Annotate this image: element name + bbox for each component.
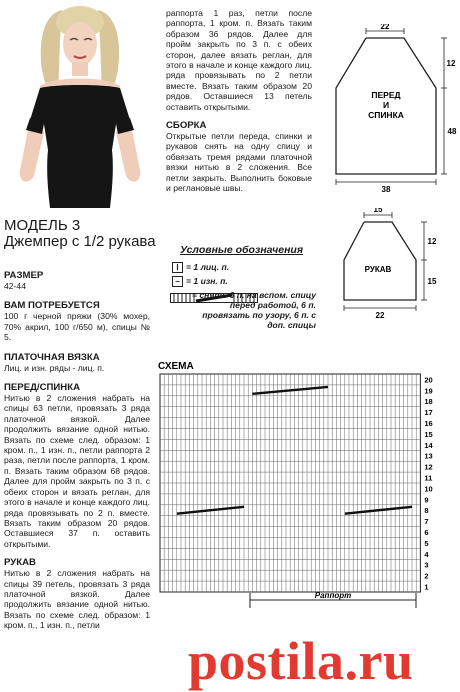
chart-row-number: 12 [424,462,433,472]
chart-row-number: 2 [424,571,429,581]
front-text: Нитью в 2 сложения набрать на спицы 63 петли, провязать 3 ряда платочной вязкой. Далее продолжить вязание одной нитью. Вязать по схеме след. образом: 1 кром. п., 1 изн. п., петли раппорта 2 раза, петли после раппорта, 1 кром. п. Вязать таким образом 68 рядов. Далее для пройм закрыть по 3 п. с обеих сторон и вязать реглан, для этого в начале и конце каждого лиц. ряда провязывать по 2 п. вместе. Вязать таким образом 20 рядов. Оставшиеся 37 п. оставить открытыми. [4,393,150,549]
model-title: МОДЕЛЬ 3 [4,217,81,234]
garter-text: Лиц. и изн. ряды - лиц. п. [4,362,105,373]
materials-text: 100 г черной пряжи (30% мохер, 70% акрил, 100 г/650 м), спицы № 5. [4,311,150,343]
chart-row-number: 11 [424,473,433,483]
chart-row-number: 10 [424,484,433,494]
size-heading: РАЗМЕР [4,270,44,281]
legend-title: Условные обозначения [180,244,304,256]
assembly-heading: СБОРКА [166,120,207,132]
sleeve-schematic [330,208,458,333]
legend-item-knit: I = 1 лиц. п. [172,262,322,273]
chart-row-number: 3 [424,560,429,570]
sleeve-label: РУКАВ [364,265,392,274]
chart-row-number: 16 [424,419,433,428]
knitting-chart [158,360,458,623]
chart-row-number: 4 [424,549,429,559]
chart-row-number: 15 [424,429,433,439]
size-value: 42-44 [4,281,26,291]
front-right-top-dim: 12 [446,59,456,68]
chart-row-number: 17 [424,408,433,418]
purl-symbol-icon: − [172,276,183,287]
chart-row-number: 14 [424,440,433,450]
chart-row-number: 1 [424,582,429,592]
middle-column [166,8,312,194]
legend-item-cable: = снять 6 п. на вспом. спицу перед работой, 6 п. провязать по узору, 6 п. с доп. спицы [191,290,316,330]
chart-row-number: 5 [424,538,429,548]
garter-heading: ПЛАТОЧНАЯ ВЯЗКА [4,351,100,363]
chart-row-number: 19 [424,386,433,396]
knit-symbol-icon: I [172,262,183,273]
watermark: postila.ru [188,631,414,691]
repeat-label: Раппорт [314,591,352,600]
chart-row-number: 6 [424,528,429,537]
chart-row-number: 7 [424,517,429,527]
front-right-total-dim: 48 [447,127,457,136]
sleeve-text: Нитью в 2 сложения набрать на спицы 39 петель, провязать 3 ряда платочной вязкой. Далее продолжить вязание одной нитью. Вязать по схеме след. образом: 1 кром. п., 1 изн. п., петли [4,568,150,631]
sleeve-heading: РУКАВ [4,557,36,569]
front-bottom-dim: 38 [381,185,391,194]
sleeve-top-dim: 15 [373,208,383,214]
chart-row-number: 13 [424,451,433,461]
model-subtitle: Джемпер с 1/2 рукава [4,233,156,250]
chart-row-number: 18 [424,397,433,407]
chart-title: СХЕМА [158,361,194,372]
sleeve-bottom-dim: 22 [375,311,385,320]
sleeve-text-continued: раппорта 1 раз, петли после раппорта, 1 кром. п. Вязать таким образом 36 рядов. Далее для пройм закрыть по 3 п. с обеих сторон, далее вязать реглан, для этого в начале и конце каждого лиц. ряда провязывать по 2 петли вместе. Вязать таким образом 20 рядов. Оставшиеся 13 петель оставить открытыми. [166,8,312,112]
front-label-1: ПЕРЕД [371,90,401,100]
materials-heading: ВАМ ПОТРЕБУЕТСЯ [4,300,100,312]
legend-item-purl: − = 1 изн. п. [172,276,322,287]
front-heading: ПЕРЕД/СПИНКА [4,382,81,394]
sleeve-right-bottom-dim: 15 [427,277,437,286]
chart-row-number: 20 [424,375,433,385]
model-photo [0,0,160,210]
front-label-3: СПИНКА [368,110,404,120]
chart-row-number: 9 [424,495,429,505]
sleeve-right-top-dim: 12 [427,237,437,246]
chart-row-number: 8 [424,506,429,516]
front-top-dim: 22 [380,24,390,31]
front-back-schematic [322,24,458,199]
assembly-text: Открытые петли переда, спинки и рукавов снять на одну спицу и обвязать тремя рядами платочной вязки нитью в 2 сложения. Все петли закрыть. Выполнить боковые и реглановые швы. [166,131,312,194]
front-label-2: И [382,100,390,110]
left-column [4,270,150,631]
